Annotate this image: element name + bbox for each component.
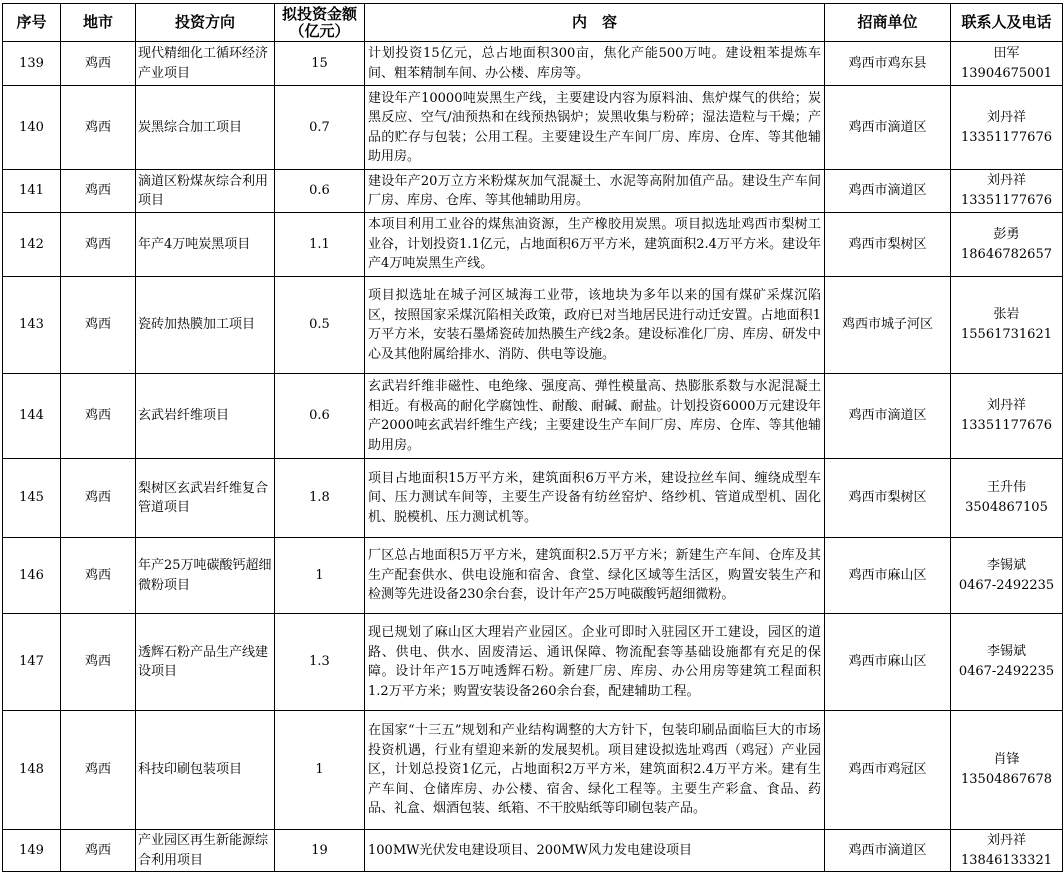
cell-amount: 1.3 <box>275 614 365 711</box>
cell-content: 厂区总占地面积5万平方米，建筑面积2.5万平方米；新建生产车间、仓库及其生产配套供水、供电设施和宿舍、食堂、绿化区域等生活区，购置安装生产和检测等先进设备230余台套，设计年产25万吨碳酸钙超细微粉。 <box>365 538 825 614</box>
cell-content: 本项目利用工业谷的煤焦油资源，生产橡胶用炭黑。项目拟选址鸡西市梨树工业谷，计划投资1.1亿元，占地面积6万平方米，建筑面积2.4万平方米。建设年产4万吨炭黑生产线。 <box>365 213 825 277</box>
cell-direction: 瓷砖加热膜加工项目 <box>136 277 275 374</box>
contact-name: 刘丹祥 <box>986 109 1026 125</box>
contact-phone: 0467-2492235 <box>958 577 1055 593</box>
table-row <box>3 459 1063 538</box>
cell-city: 鸡西 <box>61 42 136 86</box>
header-seq: 序号 <box>3 4 61 42</box>
cell-amount: 1 <box>275 711 365 830</box>
cell-seq: 142 <box>3 213 61 277</box>
cell-seq: 149 <box>3 830 61 872</box>
cell-seq: 143 <box>3 277 61 374</box>
contact-phone: 3504867105 <box>965 500 1048 515</box>
cell-unit: 鸡西市滴道区 <box>825 170 951 213</box>
cell-amount: 1.8 <box>275 459 365 538</box>
cell-contact <box>951 711 1063 830</box>
cell-city: 鸡西 <box>61 170 136 213</box>
header-unit: 招商单位 <box>825 4 951 42</box>
cell-content: 建设年产20万立方米粉煤灰加气混凝土、水泥等高附加值产品。建设生产车间厂房、库房、仓库、等其他辅助用房。 <box>365 170 825 213</box>
contact-phone: 13351177676 <box>961 193 1052 208</box>
cell-amount: 0.6 <box>275 374 365 459</box>
cell-city: 鸡西 <box>61 538 136 614</box>
cell-amount: 0.7 <box>275 86 365 170</box>
table-row <box>3 614 1063 711</box>
cell-contact <box>951 830 1063 872</box>
contact-phone: 13904675001 <box>961 65 1052 81</box>
cell-contact <box>951 374 1063 459</box>
cell-seq: 141 <box>3 170 61 213</box>
cell-direction: 炭黑综合加工项目 <box>136 86 275 170</box>
contact-name: 王升伟 <box>986 480 1026 495</box>
header-content: 内 容 <box>365 4 825 42</box>
cell-unit: 鸡西市城子河区 <box>825 277 951 374</box>
investment-projects-table <box>2 3 1063 872</box>
contact-name: 李锡斌 <box>986 644 1026 659</box>
cell-direction: 滴道区粉煤灰综合利用项目 <box>136 170 275 213</box>
cell-direction: 梨树区玄武岩纤维复合管道项目 <box>136 459 275 538</box>
cell-content: 计划投资15亿元，总占地面积300亩，焦化产能500万吨。建设粗苯提炼车间、粗苯精制车间、办公楼、库房等。 <box>365 42 825 86</box>
cell-city: 鸡西 <box>61 277 136 374</box>
cell-seq: 145 <box>3 459 61 538</box>
contact-name: 刘丹祥 <box>986 398 1026 413</box>
cell-amount: 15 <box>275 42 365 86</box>
cell-unit: 鸡西市滴道区 <box>825 830 951 872</box>
cell-direction: 年产25万吨碳酸钙超细微粉项目 <box>136 538 275 614</box>
cell-seq: 148 <box>3 711 61 830</box>
header-direction: 投资方向 <box>136 4 275 42</box>
cell-direction: 产业园区再生新能源综合利用项目 <box>136 830 275 872</box>
cell-city: 鸡西 <box>61 374 136 459</box>
cell-unit: 鸡西市滴道区 <box>825 86 951 170</box>
cell-direction: 现代精细化工循环经济产业项目 <box>136 42 275 86</box>
cell-content: 100MW光伏发电建设项目、200MW风力发电建设项目 <box>365 830 825 872</box>
table-row <box>3 170 1063 213</box>
cell-direction: 玄武岩纤维项目 <box>136 374 275 459</box>
cell-city: 鸡西 <box>61 459 136 538</box>
header-contact: 联系人及电话 <box>951 4 1063 42</box>
header-amount: 拟投资金额 （亿元） <box>275 4 365 42</box>
cell-city: 鸡西 <box>61 614 136 711</box>
cell-unit: 鸡西市鸡东县 <box>825 42 951 86</box>
contact-phone: 13351177676 <box>961 418 1052 433</box>
table-body <box>3 42 1063 872</box>
cell-contact <box>951 42 1063 86</box>
cell-seq: 140 <box>3 86 61 170</box>
cell-contact <box>951 538 1063 614</box>
header-row <box>3 4 1063 42</box>
cell-seq: 144 <box>3 374 61 459</box>
cell-content: 项目拟选址在城子河区城海工业带，该地块为多年以来的国有煤矿采煤沉陷区，按照国家采煤沉陷相关政策，政府已对当地居民进行动迁安置。占地面积1万平方米，安装石墨烯瓷砖加热膜生产线2条。建设标准化厂房、库房、研发中心及其他附属给排水、消防、供电等设施。 <box>365 277 825 374</box>
cell-direction: 透辉石粉产品生产线建设项目 <box>136 614 275 711</box>
cell-city: 鸡西 <box>61 830 136 872</box>
cell-contact <box>951 86 1063 170</box>
contact-name: 刘丹祥 <box>986 832 1026 848</box>
cell-content: 玄武岩纤维非磁性、电绝缘、强度高、弹性模量高、热膨胀系数与水泥混凝土相近。有极高的耐化学腐蚀性、耐酸、耐碱、耐盐。计划投资6000万元建设年产2000吨玄武岩纤维生产线；主要建设生产车间厂房、库房、仓库、等其他辅助用房。 <box>365 374 825 459</box>
cell-unit: 鸡西市滴道区 <box>825 374 951 459</box>
cell-city: 鸡西 <box>61 711 136 830</box>
table-row <box>3 374 1063 459</box>
contact-name: 张岩 <box>993 307 1020 322</box>
cell-content: 建设年产10000吨炭黑生产线，主要建设内容为原料油、焦炉煤气的供给；炭黑反应、空气/油预热和在线预热锅炉；炭黑收集与粉碎；湿法造粒与干燥；产品的贮存与包装；公用工程。主要建设生产车间厂房、库房、仓库、等其他辅助用房。 <box>365 86 825 170</box>
cell-content: 现已规划了麻山区大理岩产业园区。企业可即时入驻园区开工建设，园区的道路、供电、供水、固废清运、通讯保障、物流配套等基础设施都有充足的保障。设计年产15万吨透辉石粉。新建厂房、库房、办公用房等建筑工程面积1.2万平方米；购置安装设备260余台套，配建辅助工程。 <box>365 614 825 711</box>
table-row <box>3 538 1063 614</box>
cell-unit: 鸡西市梨树区 <box>825 213 951 277</box>
cell-seq: 139 <box>3 42 61 86</box>
cell-seq: 147 <box>3 614 61 711</box>
contact-phone: 13351177676 <box>961 129 1052 145</box>
contact-phone: 18646782657 <box>961 246 1052 262</box>
contact-phone: 13504867678 <box>961 772 1052 787</box>
cell-contact <box>951 170 1063 213</box>
cell-contact <box>951 459 1063 538</box>
table-row <box>3 277 1063 374</box>
cell-amount: 1.1 <box>275 213 365 277</box>
cell-unit: 鸡西市麻山区 <box>825 614 951 711</box>
cell-city: 鸡西 <box>61 213 136 277</box>
cell-content: 项目占地面积15万平方米，建筑面积6万平方米，建设拉丝车间、缠绕成型车间、压力测试车间等，主要生产设备有纺丝窑炉、络纱机、管道成型机、固化机、脱模机、压力测试机等。 <box>365 459 825 538</box>
table-row <box>3 830 1063 872</box>
cell-contact <box>951 277 1063 374</box>
cell-direction: 科技印刷包装项目 <box>136 711 275 830</box>
contact-name: 田军 <box>993 45 1020 61</box>
contact-name: 肖锋 <box>993 752 1020 767</box>
table-row <box>3 42 1063 86</box>
table-row <box>3 213 1063 277</box>
contact-name: 刘丹祥 <box>986 173 1026 188</box>
cell-direction: 年产4万吨炭黑项目 <box>136 213 275 277</box>
cell-amount: 0.6 <box>275 170 365 213</box>
contact-phone: 13846133321 <box>961 852 1052 868</box>
contact-phone: 0467-2492235 <box>958 664 1055 679</box>
header-city: 地市 <box>61 4 136 42</box>
cell-amount: 19 <box>275 830 365 872</box>
cell-unit: 鸡西市鸡冠区 <box>825 711 951 830</box>
cell-amount: 0.5 <box>275 277 365 374</box>
cell-contact <box>951 213 1063 277</box>
contact-phone: 15561731621 <box>961 327 1052 342</box>
cell-seq: 146 <box>3 538 61 614</box>
cell-contact <box>951 614 1063 711</box>
cell-unit: 鸡西市梨树区 <box>825 459 951 538</box>
cell-amount: 1 <box>275 538 365 614</box>
cell-city: 鸡西 <box>61 86 136 170</box>
table-row <box>3 86 1063 170</box>
contact-name: 李锡斌 <box>986 557 1026 573</box>
cell-unit: 鸡西市麻山区 <box>825 538 951 614</box>
table-row <box>3 711 1063 830</box>
cell-content: 在国家“十三五”规划和产业结构调整的大方针下，包装印刷品面临巨大的市场投资机遇，行业有望迎来新的发展契机。项目建设拟选址鸡西（鸡冠）产业园区，计划总投资1亿元，占地面积2万平方米，建筑面积2.4万平方米。建有生产车间、仓储库房、办公楼、宿舍、绿化工程等。主要生产彩盒、食品、药品、礼盒、烟酒包装、纸箱、不干胶贴纸等印刷包装产品。 <box>365 711 825 830</box>
contact-name: 彭勇 <box>993 226 1020 242</box>
